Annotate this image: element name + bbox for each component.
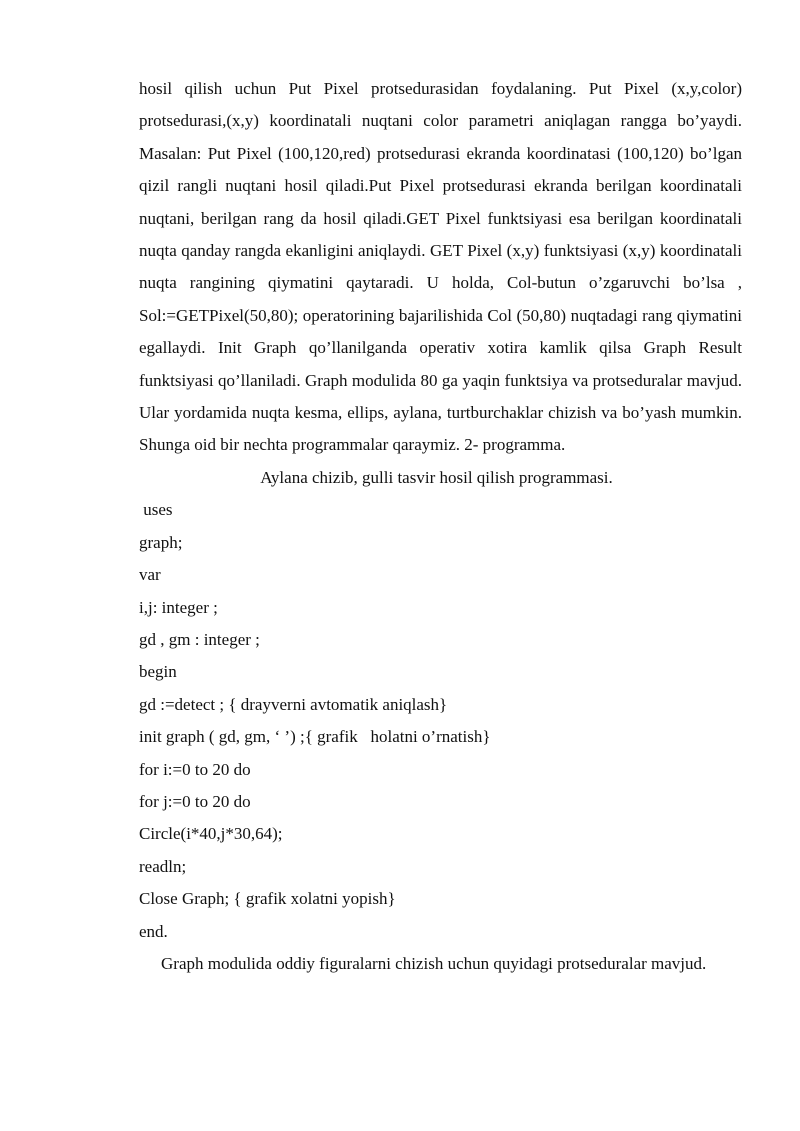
document-page	[139, 73, 742, 980]
code-line: init graph ( gd, gm, ‘ ’) ;{ grafik holatni o’rnatish}	[139, 727, 491, 747]
intro-paragraph: hosil qilish uchun Put Pixel protsedurasidan foydalaning. Put Pixel (x,y,color) protsedurasi,(x,y) koordinatali nuqtani color parametri aniqlagan rangga bo’yaydi. Masalan: Put Pixel (100,120,red) protsedurasi ekranda koordinatasi (100,120) bo’lgan qizil rangli nuqtani hosil qiladi.Put Pixel protsedurasi ekranda berilgan koordinatali nuqtani, berilgan rang da hosil qiladi.GET Pixel funktsiyasi esa berilgan koordinatali nuqta qanday rangda ekanligini aniqlaydi. GET Pixel (x,y) funktsiyasi (x,y) koordinatali nuqta rangining qiymatini qaytaradi. U holda, Col-butun o’zgaruvchi bo’lsa , Sol:=GETPixel(50,80); operatorining bajarilishida Col (50,80) nuqtadagi rang qiymatini egallaydi. Init Graph qo’llanilganda operativ xotira kamlik qilsa Graph Result funktsiyasi qo’llaniladi. Graph modulida 80 ga yaqin funktsiya va protseduralar mavjud. Ular yordamida nuqta kesma, ellips, aylana, turtburchaklar chizish va bo’yash mumkin. Shunga oid bir nechta programmalar qaraymiz. 2- programma.	[139, 79, 742, 455]
code-line: Close Graph; { grafik xolatni yopish}	[139, 889, 396, 909]
code-line: var	[139, 565, 161, 585]
code-line: gd , gm : integer ;	[139, 629, 260, 649]
code-line: for j:=0 to 20 do	[139, 791, 251, 811]
code-line: readln;	[139, 856, 187, 876]
code-line: Circle(i*40,j*30,64);	[139, 824, 283, 844]
code-line: end.	[139, 921, 168, 941]
code-line: begin	[139, 662, 177, 682]
program-title: Aylana chizib, gulli tasvir hosil qilish programmasi.	[260, 467, 613, 487]
code-line: for i:=0 to 20 do	[139, 759, 251, 779]
closing-paragraph: Graph modulida oddiy figuralarni chizish uchun quyidagi protseduralar mavjud.	[161, 953, 707, 973]
code-line: i,j: integer ;	[139, 597, 218, 617]
code-line: uses	[139, 500, 173, 520]
code-listing	[139, 494, 742, 948]
code-line: gd :=detect ; { drayverni avtomatik aniqlash}	[139, 694, 448, 714]
code-line: graph;	[139, 532, 183, 552]
